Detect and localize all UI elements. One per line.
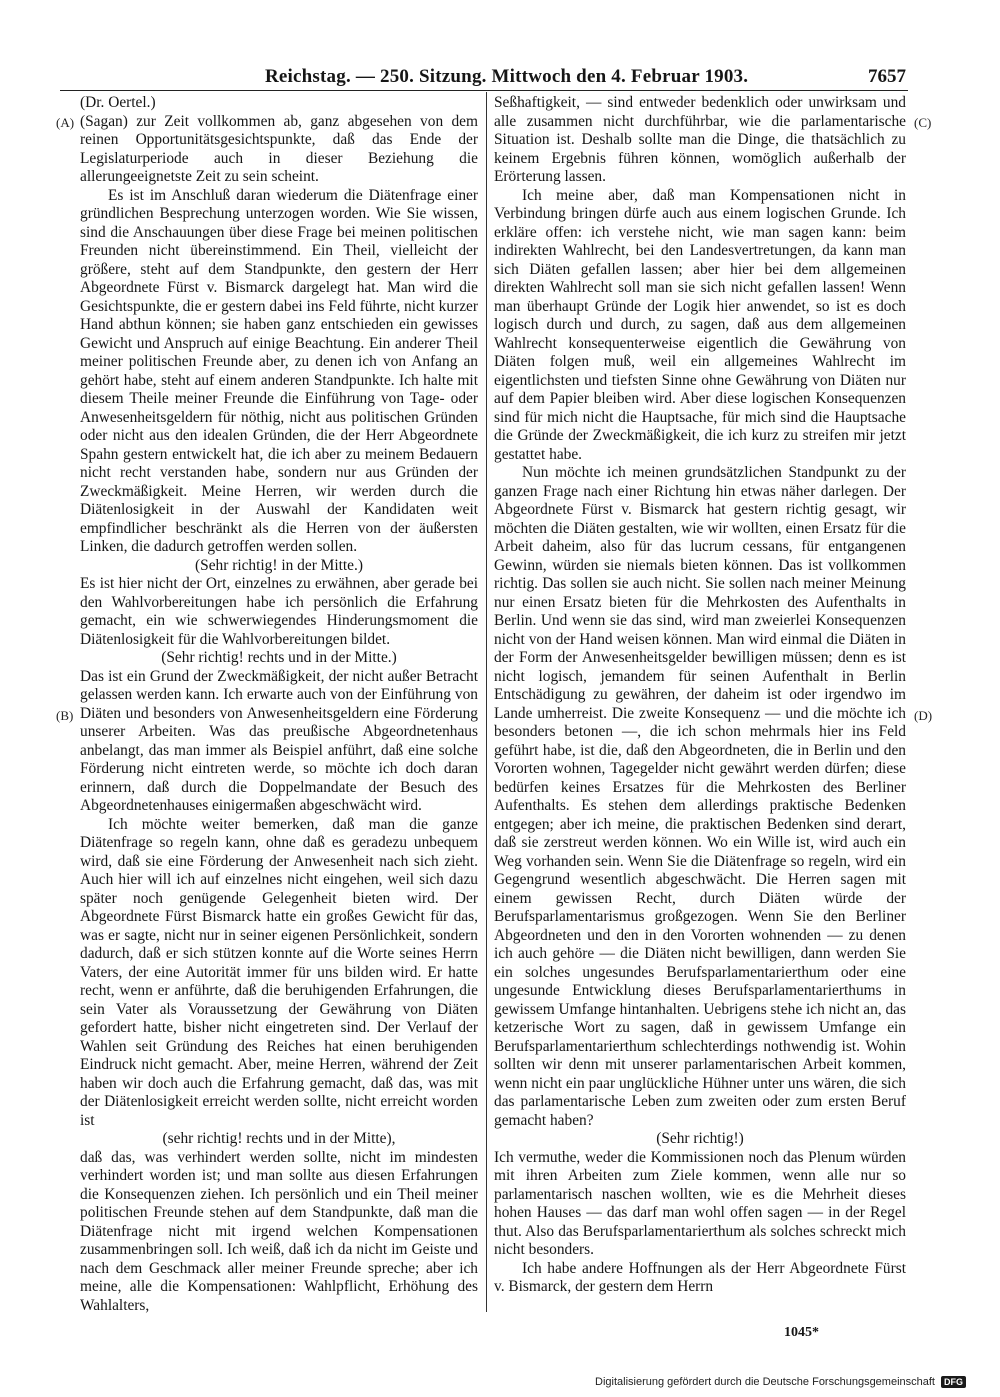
paragraph: (Sagan) zur Zeit vollkommen ab, ganz abgesehen von dem reinen Opportunitätsgesichtspunkte, daß das Ende der Legislaturperiode auch in dieser Beziehung die allerungeeignetste Zeit zu sein scheint. [80, 112, 478, 185]
margin-mark-a: (A) [56, 115, 75, 130]
speaker-label: (Dr. Oertel.) [80, 94, 156, 111]
dfg-logo-icon: DFG [941, 1376, 966, 1388]
interjection: (Sehr richtig! in der Mitte.) [195, 556, 363, 574]
paragraph: Nun möchte ich meinen grundsätzlichen Standpunkt zu der ganzen Frage nach einer Richtung hin etwas näher darlegen. Der Abgeordnete Fürst v. Bismarck hat gestern richtig gesagt, wir möchten die Diäten gestalten, wie wir wollten, einen Ersatz für die Arbeit daheim, also für das lucrum cessans, für entgangenen Gewinn, würden sie niemals bieten können. Das ist vollkommen richtig. Das sollen sie auch nicht. Sie sollen nach meiner Meinung nur einen Ersatz bieten für die Mehrkosten des Aufenthalts in Berlin. Und wenn sie das sind, wird man zweierlei Konsequenzen nicht von der Hand weisen können. Man wird einmal die Diäten in der Form der Anwesenheitsgelder bewilligen müssen; denn es ist nicht logisch, jemandem für seinen Aufenthalt in Berlin Entschädigung zu gewähren, der daheim ist oder irgendwo im Lande umherreist. Die zweite Konsequenz — und die möchte ich besonders betonen —, die ich schon mehrmals hier ins Feld geführt habe, ist die, daß den Abgeordneten, die in Berlin und den Vororten wohnen, Tagegelder nicht gewährt werden dürfen; diese bedürfen keines Ersatzes für die Mehrkosten des Berliner Aufenthalts. Es stehen dem allerdings praktische Bedenken entgegen; aber ich meine, die praktischen Bedenken sind derart, daß sie zerstreut werden können. Wo ein Wille ist, wird auch ein Weg vorhanden sein. Wenn Sie die Diätenfrage so regeln, wird ein Gegengrund wesentlich abgeschwächt. Die Herren sagen mit einem gewissen Recht, durch Diäten würde der Berufsparlamentarismus großgezogen. Wenn Sie den Berliner Abgeordneten und den in den Vororten wohnenden — zu denen ich auch gehöre — die Diäten nicht bewilligen, dann werden Sie ein solches ungesundes Berufsparlamentarierthum oder eine ungesunde Entwicklung dieses Berufsparlamentarierthums in gewissem Umfange hintanhalten. Uebrigens stehe ich nicht an, das ketzerische Wort zu sagen, daß in gewissem Umfange ein Berufsparlamentarierthum schlechterdings nothwendig ist. Wohin sollten wir denn mit unserer parlamentarischen Arbeit kommen, wenn nicht ein paar unglückliche Hühner unter uns wären, die sich das parlamentarische Leben zum zweiten oder zum ersten Beruf gemacht haben? [494, 464, 907, 1129]
margin-mark-c: (C) [914, 115, 932, 130]
paragraph: Es ist hier nicht der Ort, einzelnes zu erwähnen, aber gerade bei den Wahlvorbereitungen habe ich persönlich die Erfahrung gemacht, ein wie schwerwiegendes Hinderungsmoment die Diätenlosigkeit für die Wahlvorbereitungen bildet. [80, 575, 478, 648]
paragraph: Ich vermuthe, weder die Kommissionen noch das Plenum würden mit ihren Arbeiten zum Ziele kommen, wenn alle nur so parlamentarisch naschen wollten, wie es die Mehrheit dieses hohen Hauses — das darf man wohl offen sagen — in der Regel thut. Also das Berufsparlamentarierthum als solches schreckt mich nicht besonders. [494, 1148, 906, 1258]
signature-mark: 1045* [784, 1325, 819, 1340]
right-column [494, 94, 906, 1297]
footer [595, 1376, 966, 1388]
page-number: 7657 [868, 66, 906, 87]
paragraph: Das ist ein Grund der Zweckmäßigkeit, der nicht außer Betracht gelassen werden kann. Ich erwarte auch von der Einführung von Diäten und besonders von Anwesenheitsgeldern eine Förderung unserer Arbeiten. Was das preußische Abgeordnetenhaus anbelangt, das man immer als Beispiel anführt, daß eine solche Förderung nicht eintreten werde, so möchte ich doch daran erinnern, daß durch die Doppelmandate der Besuch des Abgeordnetenhauses einigermaßen abgeschwächt wird. [80, 667, 478, 814]
paragraph: Ich möchte weiter bemerken, daß man die ganze Diätenfrage so regeln kann, ohne daß es geradezu unbequem wird, daß sie eine Förderung der Anwesenheit nach sich zieht. Auch hier will ich auf einzelnes nicht eingehen, weil sich dazu später noch genügende Gelegenheit bieten wird. Der Abgeordnete Fürst Bismarck hatte ein großes Gewicht für das, was er sagte, nicht nur in seiner eigenen Persönlichkeit, sondern dadurch, daß er sich stützen konnte auf die Worte seines Herrn Vaters, der eine Autorität immer für uns bilden wird. Er hatte recht, wenn er anführte, daß die beruhigenden Erfahrungen, die sein Vater als Voraussetzung der Gewährung von Diäten gefordert hatte, bisher nicht eingetreten sind. Der Verlauf der Wahlen seit Gründung des Reiches hat einen beruhigenden Eindruck nicht gemacht. Aber, meine Herren, während der Zeit haben wir doch auch die Erfahrung gemacht, daß das, was mit der Diätenlosigkeit erreicht werden sollte, nicht erreicht worden ist [80, 815, 478, 1129]
paragraph: daß das, was verhindert werden sollte, nicht im mindesten verhindert worden ist; und man sollte aus diesen Erfahrungen die Konsequenzen ziehen. Ich persönlich und ein Theil meiner politischen Freunde stehen auf dem Standpunkte, daß man die Diätenfrage nicht mit irgend welchen Kompensationen zusammenbringen soll. Ich weiß, daß ich da nicht im Geiste und nach dem Geschmack aller meiner Freunde spreche; aber ich meine, alle die Kompensationen: Wahlpflicht, Erhöhung des Wahlalters, [80, 1148, 478, 1314]
interjection: (Sehr richtig!) [656, 1130, 744, 1147]
paragraph: Ich meine aber, daß man Kompensationen nicht in Verbindung bringen dürfe auch aus einem logischen Grunde. Ich erkläre offen: ich verstehe nicht, wie man sagen kann: beim indirekten Wahlrecht, bei den Landesvertretungen, da kann man sich Diäten gefallen lassen; aber hier bei dem allgemeinen direkten Wahlrecht soll man sie sich nicht gefallen lassen! Wenn man überhaupt Gründe der Logik hier anwendet, so ist es doch logisch durch und durch, zu sagen, daß aus dem allgemeinen Wahlrecht konsequenterweise eigentlich die Gewährung von Diäten folgen muß, weil ein allgemeines Wahlrecht im eigentlichsten und tiefsten Sinne ohne Gewährung von Diäten nur auf dem Papier bleiben wird. Aber diese logischen Konsequenzen sind für mich nicht die Hauptsache, für mich sind die Hauptsache die Gründe der Zweckmäßigkeit, die ich kurz zu streifen mir jetzt gestattet habe. [494, 186, 906, 463]
paragraph: Seßhaftigkeit, — sind entweder bedenklich oder unwirksam und alle zusammen nicht durchführbar, wie die parlamentarische Situation ist. Deshalb sollte man die Dinge, die thatsächlich zu keinem Ergebnis führen können, womöglich außerhalb der Erörterung lassen. [494, 94, 906, 185]
interjection: (sehr richtig! rechts und in der Mitte), [162, 1130, 396, 1147]
margin-mark-b: (B) [56, 708, 74, 723]
footer-credit: Digitalisierung gefördert durch die Deutsche Forschungsgemeinschaft [595, 1376, 935, 1388]
margin-mark-d: (D) [914, 708, 933, 723]
header-title: Reichstag. — 250. Sitzung. Mittwoch den 4. Februar 1903. [265, 66, 749, 87]
paragraph: Ich habe andere Hoffnungen als der Herr Abgeordnete Fürst v. Bismarck, der gestern dem Herrn [494, 1259, 906, 1295]
interjection: (Sehr richtig! rechts und in der Mitte.) [161, 649, 397, 666]
paragraph: Es ist im Anschluß daran wiederum die Diätenfrage einer gründlichen Besprechung unterzogen worden. Wie Sie wissen, sind die Anschauungen über diese Frage bei meinen politischen Freunden nicht übereinstimmend. Ein Theil, vielleicht der größere, steht auf dem Standpunkte, den gestern der Herr Abgeordnete Fürst v. Bismarck dargelegt hat. Man wird die Gesichtspunkte, die er gestern dabei ins Feld führte, nicht kurzer Hand abthun können; sie haben ganz entschieden ein gewisses Gewicht und Anspruch auf einige Beachtung. Ein anderer Theil meiner politischen Freunde aber, zu denen ich von Anfang an gehört habe, steht auf einem anderen Standpunkte. Ich halte mit diesem Theile meiner Freunde die Einführung von Tage- oder Anwesenheitsgeldern für nöthig, nicht aus politischen Gründen oder nicht aus den idealen Gründen, die der Herr Abgeordnete Spahn gestern entwickelt hat, die ich aber zu meinem Bedauern nicht recht verstanden habe, sondern nur aus Gründen der Zweckmäßigkeit. Meine Herren, wir werden durch die Diätenlosigkeit in der Auswahl der Kandidaten weit empfindlicher beschränkt als die Herren von der äußersten Linken, die dadurch getroffen werden sollen. [80, 186, 478, 555]
left-column [80, 94, 478, 1315]
page-header [60, 64, 908, 91]
column-divider [486, 92, 487, 1312]
